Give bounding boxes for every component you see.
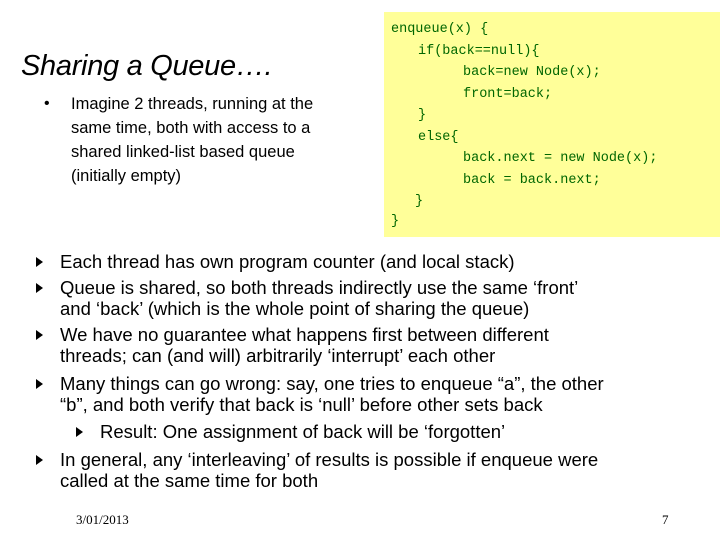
bullet-line: Queue is shared, so both threads indirectly use the same ‘front’ [60,277,579,298]
code-line: else{ [418,130,459,145]
code-line: } [415,194,424,209]
arrow-bullet-icon [36,455,43,465]
bullet-line: and ‘back’ (which is the whole point of sharing the queue) [60,298,530,319]
intro-line: (initially empty) [71,167,182,185]
code-line: if(back==null){ [418,44,540,59]
intro-text [71,92,376,188]
bullet-line: Many things can go wrong: say, one tries to enqueue “a”, the other [60,373,604,394]
bullet-line: In general, any ‘interleaving’ of results is possible if enqueue were [60,449,599,470]
arrow-bullet-icon [36,379,43,389]
bullet-text [60,449,720,491]
arrow-bullet-icon [36,283,43,293]
page-number: 7 [662,512,669,527]
code-line: } [391,214,400,229]
slide-title: Sharing a Queue…. [21,50,273,82]
bullet-text [100,421,700,442]
bullet-line: called at the same time for both [60,470,319,491]
code-line: enqueue(x) { [391,22,489,37]
bullet-line: Result: One assignment of back will be ‘forgotten’ [100,421,506,442]
arrow-bullet-icon [36,257,43,267]
bullet-line: threads; can (and will) arbitrarily ‘interrupt’ each other [60,345,496,366]
code-box [384,12,720,237]
code-line: front=back; [463,87,553,102]
intro-line: Imagine 2 threads, running at the [71,95,314,113]
code-line: back=new Node(x); [463,65,601,80]
bullet-line: “b”, and both verify that back is ‘null’ before other sets back [60,394,543,415]
intro-line: shared linked-list based queue [71,143,295,161]
bullet-dot: • [44,95,50,112]
bullet-text [60,373,720,415]
bullet-text [60,324,720,366]
bullet-line: Each thread has own program counter (and local stack) [60,251,515,272]
intro-line: same time, both with access to a [71,119,311,137]
code-line: back = back.next; [463,173,601,188]
bullet-text [60,277,720,319]
code-line: } [418,108,427,123]
code-line: back.next = new Node(x); [463,151,658,166]
arrow-bullet-icon [76,427,83,437]
bullet-line: We have no guarantee what happens first between different [60,324,549,345]
footer-date: 3/01/2013 [76,512,129,527]
bullet-text [60,251,720,272]
arrow-bullet-icon [36,330,43,340]
